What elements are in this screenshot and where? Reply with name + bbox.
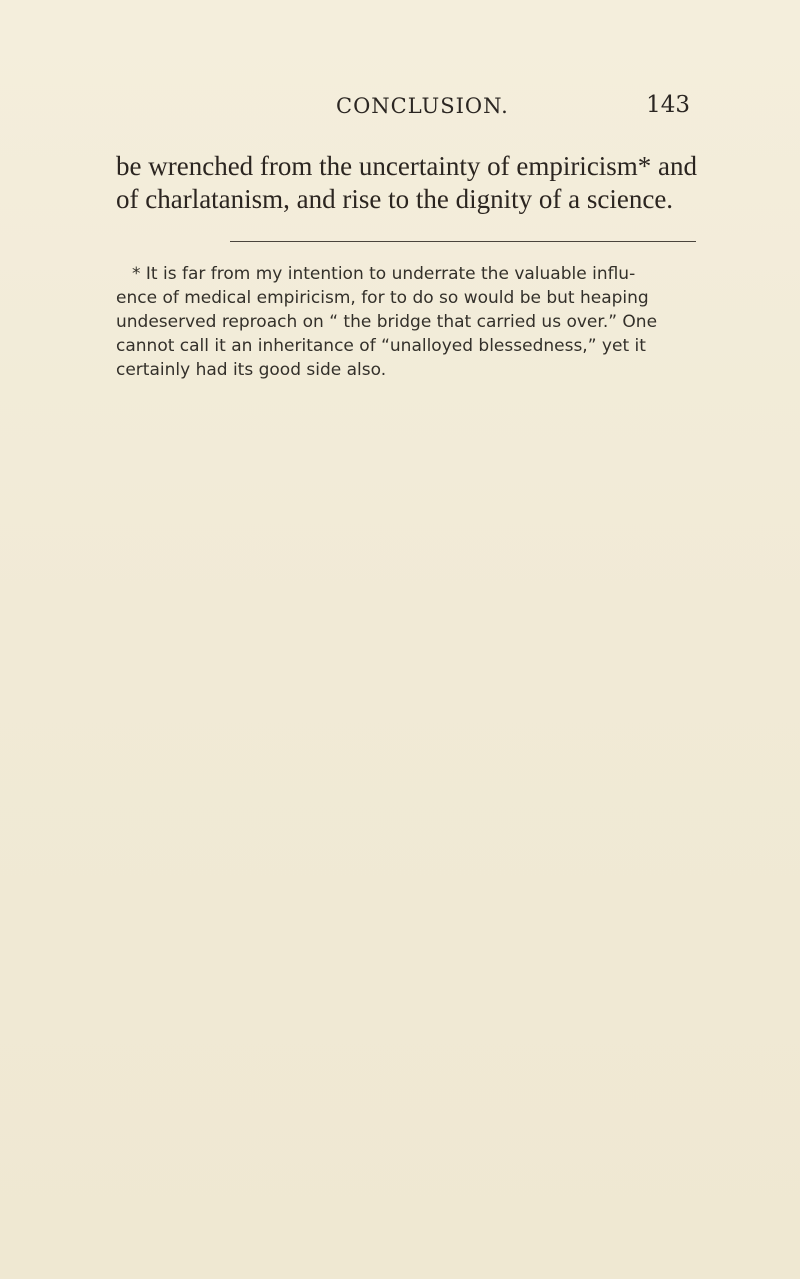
footnote-divider [230,241,696,242]
footnote-line [116,262,711,286]
footnote-line: certainly had its good side also. [116,360,387,380]
footnote-marker: * [132,264,141,284]
chapter-title: CONCLUSION. [336,94,509,118]
page-number: 143 [646,92,690,118]
footnote-line: ence of medical empiricism, for to do so would be but heaping [116,288,649,308]
footnote-line: undeserved reproach on “ the bridge that carried us over.” One [116,312,658,332]
footnote-line: cannot call it an inheritance of “unalloyed blessedness,” yet it [116,336,646,356]
footnote-line-text: It is far from my intention to underrate the valuable influ- [145,264,636,284]
footnote [116,262,711,382]
running-head [108,92,698,126]
body-line: be wrenched from the uncertainty of empiricism* and [116,151,698,181]
body-paragraph [116,150,706,216]
body-line: of charlatanism, and rise to the dignity of a science. [116,184,674,214]
